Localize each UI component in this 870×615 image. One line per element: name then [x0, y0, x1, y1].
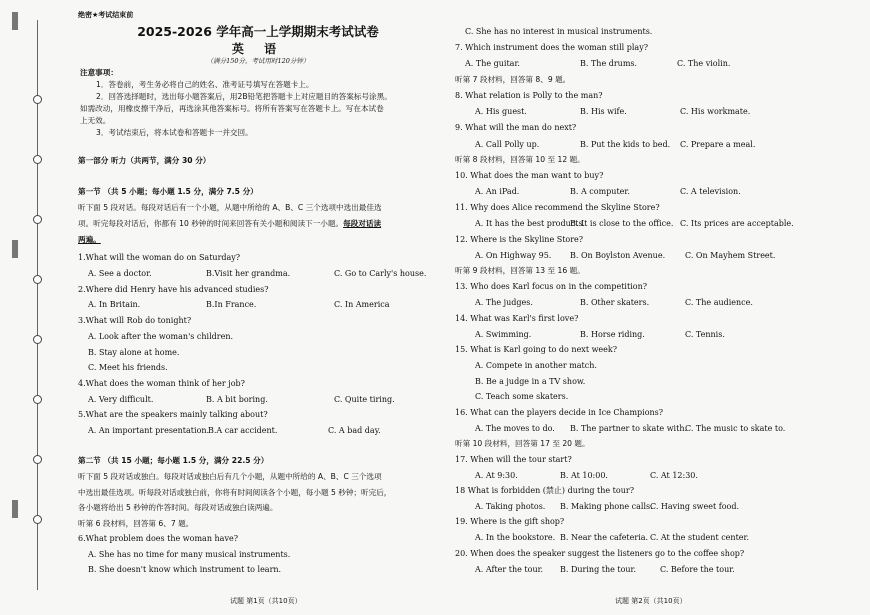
question-15-stem: 15. What is Karl going to do next week? — [455, 345, 618, 354]
listen-material-6: 听第 6 段材料，回答第 6、7 题。 — [78, 519, 194, 528]
question-5-option-b[interactable]: B.A car accident. — [208, 426, 278, 435]
question-13-stem: 13. Who does Karl focus on in the competition? — [455, 282, 648, 291]
question-13-option-a[interactable]: A. The judges. — [475, 298, 533, 307]
page-footer-left: 试题 第1页（共10页） — [230, 597, 302, 605]
page-footer-right: 试题 第2页（共10页） — [615, 597, 687, 605]
binding-hole-icon — [33, 335, 42, 344]
question-16-stem: 16. What can the players decide in Ice Champions? — [455, 408, 664, 417]
question-10-option-a[interactable]: A. An iPad. — [475, 187, 520, 196]
question-1-option-a[interactable]: A. See a doctor. — [88, 269, 152, 278]
section2-instr-1: 听下面 5 段对话或独白。每段对话或独白后有几个小题，从题中所给的 A、B、C 三个选项 — [78, 472, 382, 481]
question-4-option-a[interactable]: A. Very difficult. — [88, 395, 154, 404]
question-20-option-a[interactable]: A. After the tour. — [475, 565, 544, 574]
section2-instr-3: 各小题将给出 5 秒钟的作答时间。每段对话或独白读两遍。 — [78, 503, 278, 512]
question-17-option-c[interactable]: C. At 12:30. — [650, 471, 698, 480]
question-16-option-b[interactable]: B. The partner to skate with. — [570, 424, 688, 433]
notice-item-3: 3．考试结束后，将本试卷和答题卡一并交回。 — [96, 128, 253, 137]
question-20-option-b[interactable]: B. During the tour. — [560, 565, 637, 574]
question-20-stem: 20. When does the speaker suggest the listeners go to the coffee shop? — [455, 549, 745, 558]
question-10-option-b[interactable]: B. A computer. — [570, 187, 630, 196]
section1-instr-3: 两遍。 — [78, 235, 101, 244]
question-6-option-b[interactable]: B. She doesn't know which instrument to learn. — [88, 565, 282, 574]
section1-instr-2: 项。听完每段对话后，你都有 10 秒钟的时间来回答有关小题和阅读下一小题。每段对话读 — [78, 219, 382, 228]
question-17-option-a[interactable]: A. At 9:30. — [475, 471, 518, 480]
listen-material-10: 听第 10 段材料，回答第 17 至 20 题。 — [455, 439, 590, 448]
question-4-option-c[interactable]: C. Quite tiring. — [334, 395, 395, 404]
question-13-option-b[interactable]: B. Other skaters. — [580, 298, 650, 307]
question-6-option-a[interactable]: A. She has no time for many musical instruments. — [88, 550, 291, 559]
question-15-option-c[interactable]: C. Teach some skaters. — [475, 392, 569, 401]
question-14-option-a[interactable]: A. Swimming. — [475, 330, 532, 339]
binding-line — [37, 20, 38, 590]
question-10-option-c[interactable]: C. A television. — [680, 187, 741, 196]
question-11-stem: 11. Why does Alice recommend the Skyline Store? — [455, 203, 660, 212]
binding-hole-icon — [33, 275, 42, 284]
question-6-option-c[interactable]: C. She has no interest in musical instruments. — [465, 27, 653, 36]
question-14-stem: 14. What was Karl's first love? — [455, 314, 579, 323]
question-2-stem: 2.Where did Henry have his advanced studies? — [78, 285, 269, 294]
question-1-option-b[interactable]: B.Visit her grandma. — [206, 269, 291, 278]
notice-item-1: 1．答卷前，考生务必将自己的姓名、准考证号填写在答题卡上。 — [96, 80, 314, 89]
binding-mark — [12, 240, 18, 258]
question-1-option-c[interactable]: C. Go to Carly's house. — [334, 269, 427, 278]
question-3-option-a[interactable]: A. Look after the woman's children. — [88, 332, 234, 341]
binding-hole-icon — [33, 395, 42, 404]
question-17-option-b[interactable]: B. At 10:00. — [560, 471, 608, 480]
binding-hole-icon — [33, 95, 42, 104]
question-8-option-a[interactable]: A. His guest. — [475, 107, 527, 116]
listen-material-8: 听第 8 段材料，回答第 10 至 12 题。 — [455, 155, 585, 164]
binding-mark — [12, 500, 18, 518]
question-18-option-c[interactable]: C. Having sweet food. — [650, 502, 739, 511]
question-16-option-c[interactable]: C. The music to skate to. — [685, 424, 786, 433]
question-12-option-c[interactable]: C. On Mayhem Street. — [685, 251, 776, 260]
section1-title: 第一节 （共 5 小题；每小题 1.5 分，满分 7.5 分） — [78, 187, 258, 196]
score-info: （满分150分，考试用时120分钟） — [206, 57, 310, 65]
question-4-stem: 4.What does the woman think of her job? — [78, 379, 245, 388]
listen-material-9: 听第 9 段材料，回答第 13 至 16 题。 — [455, 266, 585, 275]
question-8-option-c[interactable]: C. His workmate. — [680, 107, 751, 116]
binding-hole-icon — [33, 155, 42, 164]
section1-instr-2-underlined: 每段对话读 — [343, 219, 382, 228]
question-10-stem: 10. What does the man want to buy? — [455, 171, 604, 180]
question-19-option-c[interactable]: C. At the student center. — [650, 533, 750, 542]
question-4-option-b[interactable]: B. A bit boring. — [206, 395, 268, 404]
binding-hole-icon — [33, 215, 42, 224]
question-9-option-c[interactable]: C. Prepare a meal. — [680, 140, 756, 149]
question-7-option-c[interactable]: C. The violin. — [677, 59, 731, 68]
question-2-option-c[interactable]: C. In America — [334, 300, 390, 309]
question-8-option-b[interactable]: B. His wife. — [580, 107, 627, 116]
part1-title: 第一部分 听力（共两节，满分 30 分） — [78, 156, 211, 165]
question-8-stem: 8. What relation is Polly to the man? — [455, 91, 603, 100]
question-7-stem: 7. Which instrument does the woman still play? — [455, 43, 648, 52]
seal-text: 绝密★考试结束前 — [78, 11, 134, 19]
listen-material-7: 听第 7 段材料，回答第 8、9 题。 — [455, 75, 571, 84]
question-6-stem: 6.What problem does the woman have? — [78, 534, 238, 543]
section2-title: 第二节 （共 15 小题；每小题 1.5 分，满分 22.5 分） — [78, 456, 269, 465]
question-7-option-b[interactable]: B. The drums. — [580, 59, 638, 68]
notice-item-2-cont: 如需改动，用橡皮擦干净后，再选涂其他答案标号。将所有答案写在答题卡上。写在本试卷 — [80, 104, 384, 113]
question-13-option-c[interactable]: C. The audience. — [685, 298, 753, 307]
question-9-stem: 9. What will the man do next? — [455, 123, 577, 132]
question-3-stem: 3.What will Rob do tonight? — [78, 316, 192, 325]
exam-title: 2025-2026 学年高一上学期期末考试试卷 — [137, 24, 379, 39]
question-5-option-a[interactable]: A. An important presentation. — [88, 426, 210, 435]
question-2-option-a[interactable]: A. In Britain. — [88, 300, 141, 309]
question-14-option-c[interactable]: C. Tennis. — [685, 330, 725, 339]
question-14-option-b[interactable]: B. Horse riding. — [580, 330, 645, 339]
question-9-option-b[interactable]: B. Put the kids to bed. — [580, 140, 671, 149]
notice-heading: 注意事项： — [80, 68, 118, 77]
question-12-option-b[interactable]: B. On Boylston Avenue. — [570, 251, 666, 260]
binding-mark — [12, 12, 18, 30]
question-5-option-c[interactable]: C. A bad day. — [328, 426, 381, 435]
question-5-stem: 5.What are the speakers mainly talking about? — [78, 410, 268, 419]
question-7-option-a[interactable]: A. The guitar. — [465, 59, 520, 68]
section1-instr-1: 听下面 5 段对话。每段对话后有一个小题，从题中所给的 A、B、C 三个选项中选出最佳选 — [78, 203, 382, 212]
question-11-option-a[interactable]: A. It has the best products. — [475, 219, 586, 228]
question-19-stem: 19. Where is the gift shop? — [455, 517, 565, 526]
question-2-option-b[interactable]: B.In France. — [206, 300, 257, 309]
exam-subject: 英 语 — [231, 42, 285, 56]
notice-block — [80, 67, 440, 139]
binding-hole-icon — [33, 455, 42, 464]
section2-instr-2: 中选出最佳选项。听每段对话或独白前，你将有时间阅读各个小题，每小题 5 秒钟；听完后， — [78, 488, 392, 497]
question-15-option-b[interactable]: B. Be a judge in a TV show. — [475, 377, 586, 386]
question-15-option-a[interactable]: A. Compete in another match. — [475, 361, 597, 370]
binding-margin — [0, 0, 60, 615]
question-20-option-c[interactable]: C. Before the tour. — [660, 565, 735, 574]
question-12-stem: 12. Where is the Skyline Store? — [455, 235, 584, 244]
notice-item-2: 2．回答选择题时，选出每小题答案后，用2B铅笔把答题卡上对应题目的答案标号涂黑。 — [96, 92, 392, 101]
question-3-option-c[interactable]: C. Meet his friends. — [88, 363, 168, 372]
question-11-option-c[interactable]: C. Its prices are acceptable. — [680, 219, 794, 228]
question-18-option-a[interactable]: A. Taking photos. — [475, 502, 546, 511]
binding-hole-icon — [33, 515, 42, 524]
question-18-stem: 18 What is forbidden (禁止) during the tour? — [455, 486, 634, 495]
question-1-stem: 1.What will the woman do on Saturday? — [78, 253, 241, 262]
question-12-option-a[interactable]: A. On Highway 95. — [475, 251, 552, 260]
notice-item-2-end: 上无效。 — [80, 116, 111, 125]
question-11-option-b[interactable]: B. It is close to the office. — [570, 219, 674, 228]
question-3-option-b[interactable]: B. Stay alone at home. — [88, 348, 180, 357]
question-18-option-b[interactable]: B. Making phone calls. — [560, 502, 653, 511]
question-16-option-a[interactable]: A. The moves to do. — [475, 424, 555, 433]
question-19-option-a[interactable]: A. In the bookstore. — [475, 533, 556, 542]
question-17-stem: 17. When will the tour start? — [455, 455, 572, 464]
question-9-option-a[interactable]: A. Call Polly up. — [475, 140, 540, 149]
question-19-option-b[interactable]: B. Near the cafeteria. — [560, 533, 649, 542]
